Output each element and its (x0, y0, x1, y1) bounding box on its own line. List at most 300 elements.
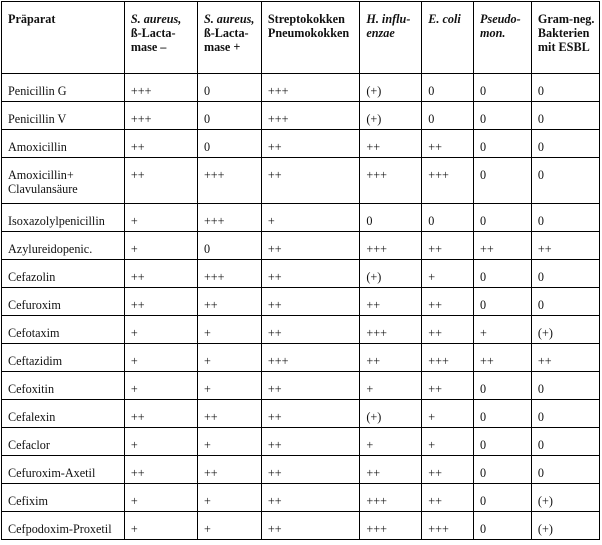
drug-name: Ceftazidim (8, 354, 63, 368)
activity-cell (360, 204, 422, 232)
activity-value: +++ (203, 270, 225, 284)
activity-value: ++ (267, 382, 282, 396)
table-row (2, 484, 600, 512)
activity-cell (124, 512, 197, 540)
header-line: Streptokokken (267, 12, 345, 26)
drug-name: Cefuroxim-Axetil (8, 466, 96, 480)
table-row (2, 102, 600, 130)
activity-value: +++ (366, 494, 387, 508)
activity-value: + (366, 438, 374, 452)
activity-value: (+) (366, 410, 382, 424)
table-row (2, 344, 600, 372)
activity-value: 0 (366, 214, 373, 228)
drug-name: Cefoxitin (8, 382, 55, 396)
header-line: Bakterien (537, 26, 590, 40)
activity-cell (422, 288, 474, 316)
activity-value: ++ (428, 140, 443, 154)
activity-cell (197, 316, 261, 344)
activity-cell (197, 344, 261, 372)
table-row (2, 428, 600, 456)
activity-value: 0 (480, 438, 487, 452)
activity-value: ++ (267, 326, 282, 340)
header-line: H. influ- (366, 12, 411, 26)
drug-name: Cefuroxim (8, 298, 61, 312)
activity-value: 0 (480, 270, 487, 284)
table-body (2, 74, 600, 540)
activity-cell (531, 484, 599, 512)
activity-value: 0 (480, 112, 487, 126)
activity-cell (531, 204, 599, 232)
activity-cell (531, 74, 599, 102)
activity-value: +++ (366, 168, 387, 182)
header-gram-neg-esbl (531, 2, 599, 74)
drug-name-cell (2, 400, 125, 428)
activity-value: +++ (267, 112, 289, 126)
activity-value: ++ (428, 382, 443, 396)
activity-cell (124, 484, 197, 512)
drug-name: Isoxazolylpenicillin (8, 214, 105, 228)
drug-name-cell (2, 158, 125, 204)
activity-cell (531, 456, 599, 484)
activity-cell (422, 74, 474, 102)
activity-value: + (203, 494, 211, 508)
activity-value: 0 (537, 168, 544, 182)
activity-cell (261, 102, 359, 130)
activity-cell (531, 428, 599, 456)
header-row (2, 2, 600, 74)
activity-cell (261, 428, 359, 456)
activity-cell (124, 372, 197, 400)
activity-cell (360, 428, 422, 456)
activity-value: + (480, 326, 487, 340)
activity-value: + (428, 438, 436, 452)
activity-cell (197, 512, 261, 540)
activity-value: +++ (366, 326, 387, 340)
activity-cell (531, 158, 599, 204)
activity-value: + (366, 382, 374, 396)
activity-value: ++ (203, 298, 218, 312)
activity-cell (197, 372, 261, 400)
activity-cell (124, 260, 197, 288)
activity-cell (422, 260, 474, 288)
drug-name: Cefpodoxim-Proxetil (8, 522, 112, 536)
table-row (2, 74, 600, 102)
activity-value: 0 (537, 410, 544, 424)
activity-value: 0 (537, 382, 544, 396)
activity-value: 0 (537, 84, 544, 98)
activity-value: ++ (428, 466, 443, 480)
activity-value: + (130, 354, 138, 368)
activity-value: (+) (366, 84, 382, 98)
activity-value: +++ (428, 354, 449, 368)
activity-cell (197, 158, 261, 204)
activity-value: ++ (537, 242, 552, 256)
activity-value: ++ (130, 298, 145, 312)
drug-name-cell (2, 102, 125, 130)
activity-cell (261, 158, 359, 204)
table-row (2, 158, 600, 204)
activity-cell (531, 400, 599, 428)
table-row (2, 130, 600, 158)
activity-cell (261, 316, 359, 344)
activity-cell (360, 372, 422, 400)
activity-value: (+) (537, 522, 553, 536)
activity-cell (531, 372, 599, 400)
activity-cell (422, 158, 474, 204)
drug-name: Cefixim (8, 494, 48, 508)
activity-cell (261, 512, 359, 540)
header-line: S. aureus, (203, 12, 255, 26)
drug-name: Cefalexin (8, 410, 56, 424)
activity-cell (360, 102, 422, 130)
activity-value: +++ (428, 168, 449, 182)
activity-value: 0 (480, 84, 487, 98)
drug-name-cell (2, 260, 125, 288)
activity-cell (261, 484, 359, 512)
drug-name: Penicillin G (8, 84, 67, 98)
activity-cell (124, 400, 197, 428)
activity-cell (124, 130, 197, 158)
table-row (2, 316, 600, 344)
activity-cell (422, 512, 474, 540)
drug-name-cell (2, 74, 125, 102)
drug-name-cell (2, 288, 125, 316)
table-row (2, 288, 600, 316)
drug-name-cell (2, 316, 125, 344)
activity-value: 0 (428, 112, 435, 126)
table-row (2, 512, 600, 540)
activity-value: ++ (428, 326, 443, 340)
activity-cell (261, 456, 359, 484)
activity-cell (474, 260, 532, 288)
activity-cell (124, 204, 197, 232)
activity-cell (474, 204, 532, 232)
activity-cell (124, 158, 197, 204)
activity-value: ++ (130, 466, 145, 480)
activity-value: 0 (480, 168, 487, 182)
activity-cell (197, 260, 261, 288)
activity-cell (474, 484, 532, 512)
drug-name-cell (2, 428, 125, 456)
activity-cell (360, 288, 422, 316)
activity-value: 0 (480, 140, 487, 154)
header-line: mase – (130, 40, 167, 54)
drug-name-cell (2, 344, 125, 372)
activity-value: ++ (366, 140, 381, 154)
activity-value: ++ (203, 466, 218, 480)
activity-value: + (130, 494, 138, 508)
activity-cell (422, 484, 474, 512)
activity-cell (422, 204, 474, 232)
activity-value: +++ (130, 84, 152, 98)
activity-value: +++ (267, 354, 289, 368)
activity-cell (474, 456, 532, 484)
activity-cell (261, 204, 359, 232)
activity-cell (197, 102, 261, 130)
activity-cell (474, 102, 532, 130)
activity-value: 0 (480, 298, 487, 312)
activity-cell (531, 288, 599, 316)
drug-name: Amoxicillin+ (8, 168, 74, 182)
header-line: mase + (203, 40, 241, 54)
activity-value: + (428, 410, 436, 424)
activity-cell (422, 344, 474, 372)
activity-value: ++ (366, 298, 381, 312)
activity-cell (261, 260, 359, 288)
activity-value: + (130, 438, 138, 452)
activity-cell (360, 316, 422, 344)
header-praeparat (2, 2, 125, 74)
activity-cell (197, 400, 261, 428)
drug-name: Cefotaxim (8, 326, 60, 340)
activity-value: ++ (537, 354, 552, 368)
activity-value: ++ (267, 522, 282, 536)
activity-cell (422, 372, 474, 400)
activity-value: ++ (130, 140, 145, 154)
header-line: Pneumokokken (267, 26, 350, 40)
activity-value: 0 (480, 522, 487, 536)
header-pseudomonas (474, 2, 532, 74)
activity-cell (474, 428, 532, 456)
activity-cell (360, 484, 422, 512)
drug-name: Azylureidopenic. (8, 242, 93, 256)
activity-value: 0 (537, 112, 544, 126)
activity-value: ++ (480, 354, 494, 368)
activity-cell (360, 456, 422, 484)
activity-cell (124, 456, 197, 484)
activity-cell (360, 232, 422, 260)
activity-cell (474, 400, 532, 428)
activity-value: +++ (366, 242, 387, 256)
activity-cell (531, 260, 599, 288)
drug-name-cell (2, 232, 125, 260)
activity-value: +++ (203, 168, 225, 182)
activity-value: 0 (480, 494, 487, 508)
activity-cell (422, 428, 474, 456)
activity-value: ++ (130, 410, 145, 424)
activity-cell (124, 74, 197, 102)
activity-value: ++ (366, 354, 381, 368)
header-line: mon. (480, 26, 506, 40)
drug-name: Penicillin V (8, 112, 67, 126)
activity-cell (474, 158, 532, 204)
activity-value: + (130, 214, 138, 228)
activity-cell (422, 316, 474, 344)
activity-value: ++ (480, 242, 494, 256)
activity-value: + (203, 522, 211, 536)
activity-value: (+) (537, 494, 553, 508)
header-line: Pseudo- (480, 12, 521, 26)
activity-cell (531, 130, 599, 158)
header-s-aureus-neg (124, 2, 197, 74)
activity-cell (474, 74, 532, 102)
header-line: enzae (366, 26, 395, 40)
activity-value: 0 (480, 382, 487, 396)
table-row (2, 456, 600, 484)
activity-cell (422, 232, 474, 260)
activity-value: +++ (203, 214, 225, 228)
activity-cell (360, 260, 422, 288)
activity-value: + (267, 214, 275, 228)
activity-value: ++ (203, 410, 218, 424)
activity-value: 0 (537, 466, 544, 480)
activity-value: ++ (428, 298, 443, 312)
activity-cell (474, 344, 532, 372)
activity-value: ++ (267, 242, 282, 256)
activity-cell (261, 372, 359, 400)
activity-value: +++ (366, 522, 387, 536)
drug-name-cell (2, 372, 125, 400)
activity-value: 0 (537, 298, 544, 312)
activity-value: ++ (267, 438, 282, 452)
activity-value: 0 (480, 214, 487, 228)
drug-name-cell (2, 130, 125, 158)
activity-value: +++ (267, 84, 289, 98)
drug-name-cell (2, 456, 125, 484)
table-row (2, 400, 600, 428)
activity-value: 0 (480, 466, 487, 480)
header-line: Präparat (8, 12, 56, 26)
activity-value: + (130, 522, 138, 536)
activity-value: 0 (203, 242, 211, 256)
activity-cell (261, 232, 359, 260)
activity-cell (197, 74, 261, 102)
activity-value: + (203, 382, 211, 396)
activity-value: ++ (130, 270, 145, 284)
drug-name: Cefazolin (8, 270, 56, 284)
activity-cell (261, 288, 359, 316)
activity-value: ++ (267, 410, 282, 424)
activity-value: +++ (130, 112, 152, 126)
activity-value: 0 (537, 438, 544, 452)
activity-cell (197, 288, 261, 316)
activity-value: 0 (428, 214, 435, 228)
activity-cell (422, 456, 474, 484)
header-line: S. aureus, (130, 12, 182, 26)
table-row (2, 372, 600, 400)
activity-value: 0 (537, 214, 544, 228)
header-streptokokken (261, 2, 359, 74)
activity-cell (474, 512, 532, 540)
activity-cell (261, 400, 359, 428)
activity-value: 0 (203, 84, 211, 98)
activity-cell (261, 130, 359, 158)
activity-cell (422, 400, 474, 428)
drug-name: Cefaclor (8, 438, 50, 452)
activity-value: + (130, 382, 138, 396)
header-line: E. coli (428, 12, 461, 26)
activity-value: 0 (203, 112, 211, 126)
header-line: ß-Lacta- (130, 26, 176, 40)
activity-value: 0 (480, 410, 487, 424)
activity-value: + (203, 326, 211, 340)
activity-value: ++ (267, 270, 282, 284)
activity-cell (360, 74, 422, 102)
drug-name-cell (2, 484, 125, 512)
activity-value: ++ (267, 298, 282, 312)
activity-cell (261, 74, 359, 102)
table-row (2, 204, 600, 232)
activity-cell (531, 232, 599, 260)
activity-value: ++ (428, 242, 443, 256)
activity-cell (124, 288, 197, 316)
activity-cell (474, 316, 532, 344)
activity-cell (474, 232, 532, 260)
activity-cell (124, 232, 197, 260)
table-row (2, 260, 600, 288)
activity-value: + (130, 326, 138, 340)
header-s-aureus-pos (197, 2, 261, 74)
activity-value: 0 (537, 270, 544, 284)
activity-value: + (203, 438, 211, 452)
activity-value: (+) (537, 326, 553, 340)
activity-value: +++ (428, 522, 449, 536)
header-e-coli (422, 2, 474, 74)
activity-cell (197, 130, 261, 158)
activity-value: + (130, 242, 138, 256)
drug-name: Clavulansäure (8, 182, 78, 196)
header-line: mit ESBL (537, 40, 590, 54)
activity-cell (197, 232, 261, 260)
activity-cell (197, 204, 261, 232)
drug-name: Amoxicillin (8, 140, 67, 154)
activity-value: ++ (267, 168, 282, 182)
header-line: Gram-neg. (537, 12, 595, 26)
activity-value: ++ (428, 494, 443, 508)
activity-value: 0 (537, 140, 544, 154)
activity-cell (360, 344, 422, 372)
antibiotic-spectrum-table (1, 1, 600, 540)
activity-value: + (203, 354, 211, 368)
header-line: ß-Lacta- (203, 26, 249, 40)
activity-cell (474, 288, 532, 316)
activity-cell (531, 316, 599, 344)
activity-cell (531, 102, 599, 130)
activity-cell (197, 484, 261, 512)
table-row (2, 232, 600, 260)
activity-cell (422, 102, 474, 130)
activity-value: 0 (428, 84, 435, 98)
activity-cell (197, 456, 261, 484)
table-header (2, 2, 600, 74)
activity-cell (360, 158, 422, 204)
activity-cell (124, 316, 197, 344)
activity-value: ++ (267, 140, 282, 154)
activity-cell (124, 102, 197, 130)
activity-cell (422, 130, 474, 158)
activity-value: ++ (130, 168, 145, 182)
activity-cell (124, 428, 197, 456)
activity-cell (474, 372, 532, 400)
activity-cell (531, 512, 599, 540)
activity-cell (261, 344, 359, 372)
header-h-influenzae (360, 2, 422, 74)
activity-cell (360, 512, 422, 540)
activity-value: 0 (203, 140, 211, 154)
activity-cell (360, 130, 422, 158)
drug-name-cell (2, 204, 125, 232)
activity-cell (197, 428, 261, 456)
activity-cell (531, 344, 599, 372)
activity-value: ++ (366, 466, 381, 480)
activity-value: (+) (366, 112, 382, 126)
activity-value: (+) (366, 270, 382, 284)
activity-value: + (428, 270, 436, 284)
activity-value: ++ (267, 466, 282, 480)
drug-name-cell (2, 512, 125, 540)
activity-cell (474, 130, 532, 158)
activity-value: ++ (267, 494, 282, 508)
